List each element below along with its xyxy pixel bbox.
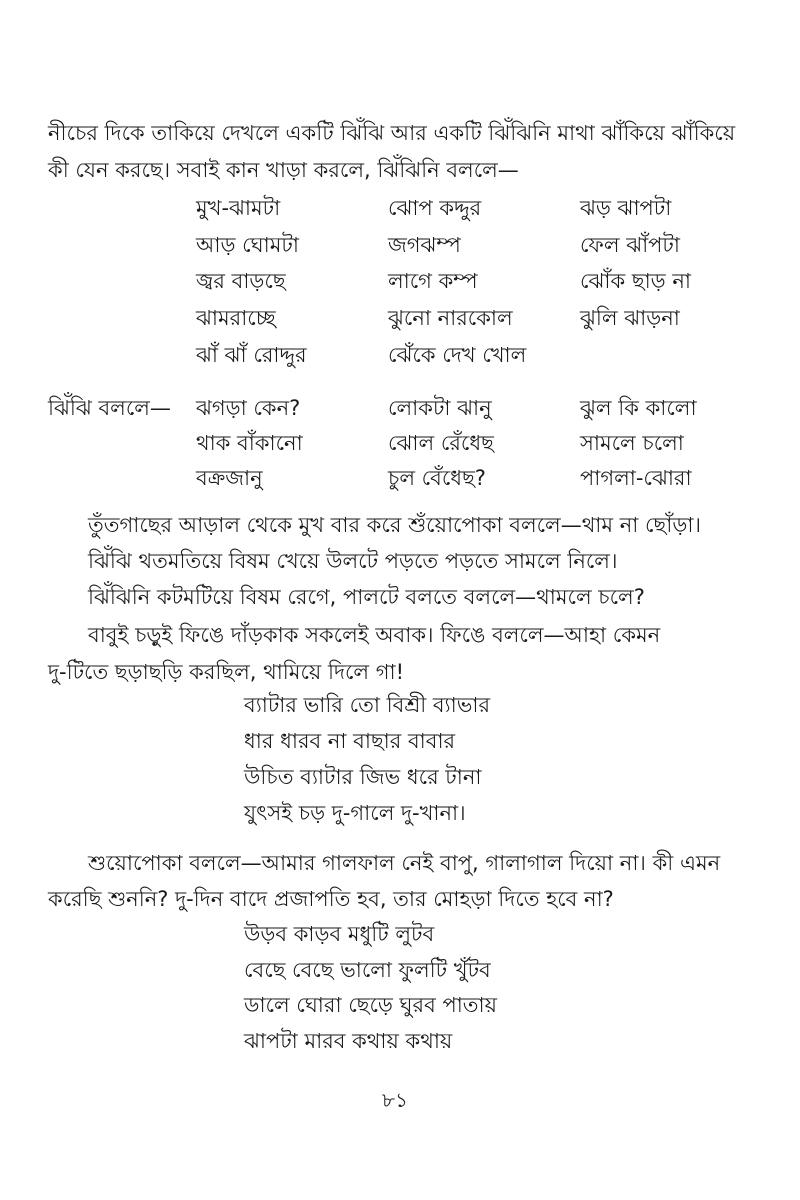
poem1-r4-c3: ঝুলি ঝাড়না	[580, 306, 680, 330]
poem1-r4-c1: ঝামরাচ্ছে	[196, 306, 276, 330]
verse1-line-4: যুৎসই চড় দু-গালে দু-খানা।	[244, 801, 466, 825]
intro-line-2: কী যেন করছে। সবাই কান খাড়া করলে, ঝিঁঝিনি বললে—	[48, 158, 519, 182]
poem1-r5-c1: ঝাঁ ঝাঁ রোদ্দুর	[196, 343, 307, 367]
poem1-r4-c2: ঝুনো নারকোল	[388, 306, 513, 330]
verse1-line-1: ব্যাটার ভারি তো বিশ্রী ব্যাভার	[244, 693, 491, 717]
verse2-line-1: উড়ব কাড়ব মধুটি লুটব	[244, 922, 435, 946]
poem1-r5-c2: ঝেঁকে দেখ খোল	[388, 343, 527, 367]
poem1-r2-c3: ফেল ঝাঁপটা	[580, 233, 680, 257]
poem2-speaker: ঝিঁঝি বললে—	[48, 396, 171, 420]
poem1-r1-c1: মুখ-ঝামটা	[196, 196, 281, 220]
para2-line-1: শুয়োপোকা বললে—আমার গালফাল নেই বাপু, গালাগাল দিয়ো না। কী এমন	[88, 851, 721, 875]
poem1-r3-c3: ঝোঁক ছাড় না	[580, 269, 691, 293]
poem2-r1-c2: লোকটা ঝানু	[388, 396, 492, 420]
para-2: ঝিঁঝি থতমতিয়ে বিষম খেয়ে উলটে পড়তে পড়তে সামলে নিলে।	[88, 549, 618, 573]
poem2-r1-c1: ঝগড়া কেন?	[196, 396, 301, 420]
verse2-line-3: ডালে ঘোরা ছেড়ে ঘুরব পাতায়	[244, 993, 498, 1017]
verse2-line-2: বেছে বেছে ভালো ফুলটি খুঁটব	[244, 958, 491, 982]
poem2-r3-c1: বক্রজানু	[196, 466, 263, 490]
poem1-r1-c3: ঝড় ঝাপটা	[580, 196, 672, 220]
poem1-r2-c2: জগঝম্প	[388, 233, 461, 257]
poem2-r2-c1: থাক বাঁকানো	[196, 431, 303, 455]
verse1-line-2: ধার ধারব না বাছার বাবার	[244, 729, 456, 753]
poem2-r2-c2: ঝোল রেঁধেছ	[388, 431, 494, 455]
para2-line-2: করেছি শুননি? দু-দিন বাদে প্রজাপতি হব, তার মোহড়া দিতে হবে না?	[48, 887, 614, 911]
para-4a: বাবুই চড়ুই ফিঙে দাঁড়কাক সকলেই অবাক। ফিঙে বললে—আহা কেমন	[88, 623, 661, 647]
poem1-r3-c2: লাগে কম্প	[388, 269, 478, 293]
poem2-r2-c3: সামলে চলো	[580, 431, 684, 455]
poem1-r1-c2: ঝোপ কদ্দুর	[388, 196, 482, 220]
poem1-r2-c1: আড় ঘোমটা	[196, 233, 299, 257]
intro-line-1: নীচের দিকে তাকিয়ে দেখলে একটি ঝিঁঝি আর একটি ঝিঁঝিনি মাথা ঝাঁকিয়ে ঝাঁকিয়ে	[48, 121, 736, 145]
verse2-line-4: ঝাপটা মারব কথায় কথায়	[244, 1029, 453, 1053]
poem1-r3-c1: জ্বর বাড়ছে	[196, 269, 286, 293]
verse1-line-3: উচিত ব্যাটার জিভ ধরে টানা	[244, 765, 482, 789]
poem2-r3-c2: চুল বেঁধেছ?	[388, 466, 486, 490]
para-4b: দু-টিতে ছড়াছড়ি করছিল, থামিয়ে দিলে গা!	[48, 660, 405, 684]
para-1: তুঁতগাছের আড়াল থেকে মুখ বার করে শুঁয়োপোকা বললে—থাম না ছোঁড়া।	[88, 513, 701, 537]
page-number: ৮১	[382, 1088, 408, 1112]
poem2-r3-c3: পাগলা-ঝোরা	[580, 466, 692, 490]
poem2-r1-c3: ঝুল কি কালো	[580, 396, 697, 420]
para-3: ঝিঁঝিনি কটমটিয়ে বিষম রেগে, পালটে বলতে বললে—থামলে চলে?	[88, 585, 645, 609]
